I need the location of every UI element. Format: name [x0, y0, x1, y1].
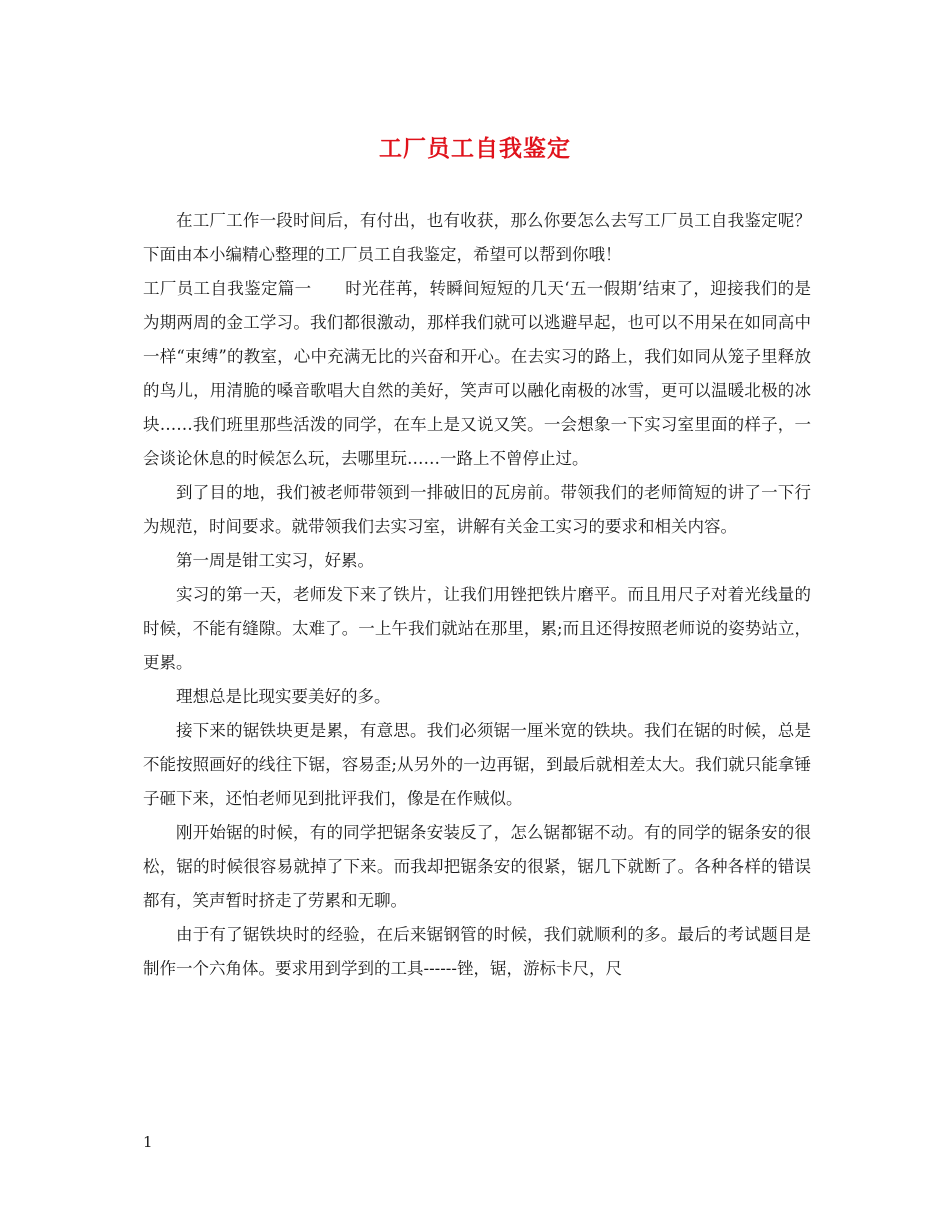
paragraph-exam: 由于有了锯铁块时的经验，在后来锯钢管的时候，我们就顺利的多。最后的考试题目是制作一个六角体。要求用到学到的工具------锉，锯，游标卡尺，尺: [143, 925, 811, 978]
paragraph-ideal: 理想总是比现实要美好的多。: [176, 687, 391, 706]
page-number: 1: [143, 1133, 153, 1151]
document-title: 工厂员工自我鉴定: [379, 135, 571, 162]
paragraph-arrival: 到了目的地，我们被老师带领到一排破旧的瓦房前。带领我们的老师简短的讲了一下行为规范，时间要求。就带领我们去实习室，讲解有关金工实习的要求和相关内容。: [143, 483, 811, 536]
paragraph-first-day: 实习的第一天，老师发下来了铁片，让我们用锉把铁片磨平。而且用尺子对着光线量的时候，不能有缝隙。太难了。一上午我们就站在那里，累;而且还得按照老师说的姿势站立，更累。: [143, 585, 811, 672]
paragraph-saw-blade: 刚开始锯的时候，有的同学把锯条安装反了，怎么锯都锯不动。有的同学的锯条安的很松，锯的时候很容易就掉了下来。而我却把锯条安的很紧，锯几下就断了。各种各样的错误都有，笑声暂时挤走了劳累和无聊。: [143, 823, 811, 910]
paragraph-section-one: 工厂员工自我鉴定篇一 时光荏苒，转瞬间短短的几天‘五一假期’结束了，迎接我们的是为期两周的金工学习。我们都很激动，那样我们就可以逃避早起，也可以不用呆在如同高中一样“束缚”的教室，心中充满无比的兴奋和开心。在去实习的路上，我们如同从笼子里释放的鸟儿，用清脆的嗓音歌唱大自然的美好，笑声可以融化南极的冰雪，更可以温暖北极的冰块……我们班里那些活泼的同学，在车上是又说又笑。一会想象一下实习室里面的样子，一会谈论休息的时候怎么玩，去哪里玩……一路上不曾停止过。: [143, 279, 811, 468]
paragraph-first-week: 第一周是钳工实习，好累。: [176, 551, 374, 570]
paragraph-intro: 在工厂工作一段时间后，有付出，也有收获，那么你要怎么去写工厂员工自我鉴定呢？下面由本小编精心整理的工厂员工自我鉴定，希望可以帮到你哦！: [143, 211, 811, 264]
paragraph-sawing-block: 接下来的锯铁块更是累，有意思。我们必须锯一厘米宽的铁块。我们在锯的时候，总是不能按照画好的线往下锯，容易歪;从另外的一边再锯，到最后就相差太大。我们就只能拿锤子砸下来，还怕老师见到批评我们，像是在作贼似。: [143, 721, 811, 808]
document-body: [143, 204, 811, 986]
